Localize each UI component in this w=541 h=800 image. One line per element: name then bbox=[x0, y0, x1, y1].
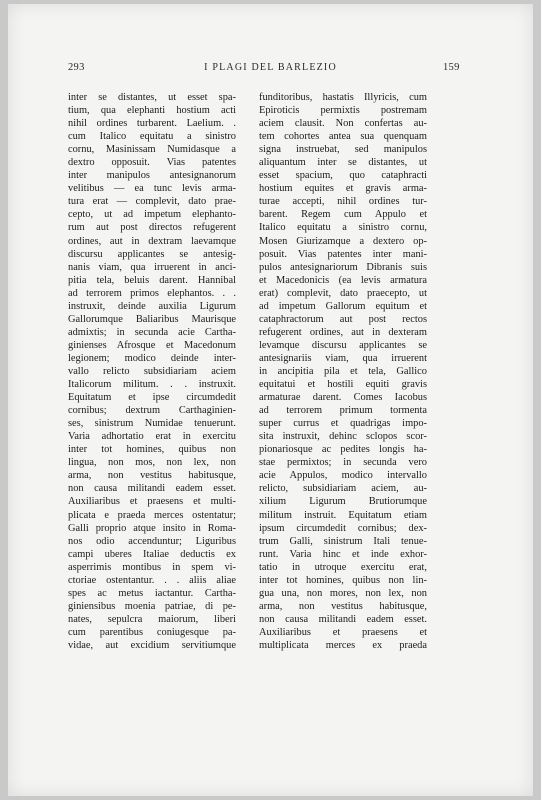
text-line: refugerent ordines, aut in dexteram bbox=[259, 326, 427, 338]
text-line: pulos antesignariorum Dibranis suis bbox=[259, 261, 427, 273]
text-line: ad impetum Gallorum equitum et bbox=[259, 300, 427, 312]
text-line: Mosen Giurizamque a dextero op- bbox=[259, 235, 427, 247]
text-column-left bbox=[68, 91, 236, 652]
text-line: legionem; modico deinde inter- bbox=[68, 352, 236, 364]
text-line: Epiroticis permixtis postremam bbox=[259, 105, 427, 117]
text-line: tatio in utroque exercitu erat, bbox=[259, 561, 427, 573]
text-line: barent. Regem cum Appulo et bbox=[259, 209, 427, 221]
text-line: Gallorumque Baliaribus Maurisque bbox=[68, 313, 236, 325]
text-line: runt. Varia hinc et inde exhor- bbox=[259, 548, 427, 560]
text-line: nos odio accenduntur; Liguribus bbox=[68, 535, 236, 547]
text-line: campi uberes Italiae deductis ex bbox=[68, 548, 236, 560]
text-line: ctoriae ostentantur. . . aliis aliae bbox=[68, 574, 236, 586]
text-line: cornibus; dextrum Carthaginien- bbox=[68, 405, 236, 417]
text-line: super currus et quadrigas impo- bbox=[259, 418, 427, 430]
text-line: inter tot homines, quibus non lin- bbox=[259, 574, 427, 586]
page-header bbox=[0, 62, 541, 78]
text-line: aliquantum inter se distantes, ut bbox=[259, 157, 427, 169]
text-line: hostium equites et gravis arma- bbox=[259, 183, 427, 195]
text-line: arma, non vestitus habitusque, bbox=[68, 470, 236, 482]
text-line: tem cohortes antea sua quenquam bbox=[259, 131, 427, 143]
text-line: Auxiliaribus et praesens et bbox=[259, 626, 427, 638]
text-line: Equitatum et ipse circumdedit bbox=[68, 392, 236, 404]
text-line: xilium Ligurum Brutiorumque bbox=[259, 496, 427, 508]
text-line: cum parentibus coniugesque pa- bbox=[68, 626, 236, 638]
text-line: pionariosque ac pedites longis ha- bbox=[259, 444, 427, 456]
text-line: velitibus — ea tunc levis arma- bbox=[68, 183, 236, 195]
text-line: non causa militandi eadem esset. bbox=[259, 613, 427, 625]
text-line: cataphractorum aut post rectos bbox=[259, 313, 427, 325]
text-column-right bbox=[259, 91, 427, 652]
text-line: Italico equitatu a sinistro cornu, bbox=[259, 222, 427, 234]
text-line: acie Appulos, modico intervallo bbox=[259, 470, 427, 482]
text-line: Auxiliaribus et praesens et multi- bbox=[68, 496, 236, 508]
text-line: stae permixtos; in secunda vero bbox=[259, 457, 427, 469]
text-line: esset spacium, quo cataphracti bbox=[259, 170, 427, 182]
text-line: in ancipitia pila et tela, Gallico bbox=[259, 365, 427, 377]
text-line: discursu applicantes se antesig- bbox=[68, 248, 236, 260]
text-line: levamque discursu applicantes se bbox=[259, 339, 427, 351]
text-line: rum aut post directos refugerent bbox=[68, 222, 236, 234]
text-line: armaturae darent. Comes Iacobus bbox=[259, 392, 427, 404]
text-line: giniensibus moenia patriae, di pe- bbox=[68, 600, 236, 612]
text-line: cornu, Masinissam Numidasque a bbox=[68, 144, 236, 156]
text-line: multiplicata merces ex praeda bbox=[259, 639, 427, 651]
text-line: vallo relicto subsidiariam aciem bbox=[68, 365, 236, 377]
text-line: nihil ordines turbarent. Laelium. . bbox=[68, 118, 236, 130]
text-line: asperrimis montibus in spem vi- bbox=[68, 561, 236, 573]
text-line: nanis viam, qua irruerent in anci- bbox=[68, 261, 236, 273]
text-line: nates, sepulcra maiorum, liberi bbox=[68, 613, 236, 625]
text-line: antesignariis viam, qua irruerent bbox=[259, 352, 427, 364]
text-line: posuit. Vias patentes inter mani- bbox=[259, 248, 427, 260]
text-line: non causa militandi eadem esset. bbox=[68, 483, 236, 495]
text-line: admixtis; in secunda acie Cartha- bbox=[68, 326, 236, 338]
text-line: relicto, subsidiariam aciem, au- bbox=[259, 483, 427, 495]
text-line: tium, qua elephanti hostium acti bbox=[68, 105, 236, 117]
text-line: ses, sinistrum Numidae tenuerunt. bbox=[68, 418, 236, 430]
text-line: aciem clausit. Non confertas au- bbox=[259, 118, 427, 130]
text-line: turae accepti, nihil ordines tur- bbox=[259, 196, 427, 208]
text-line: ordines, aut in dextram laevamque bbox=[68, 235, 236, 247]
text-line: ad terrorem primos elephantos. . . bbox=[68, 287, 236, 299]
text-line: dextro opposuit. Vias patentes bbox=[68, 157, 236, 169]
text-line: plicata e praeda merces ostentatur; bbox=[68, 509, 236, 521]
text-line: arma, non vestitus habitusque, bbox=[259, 600, 427, 612]
page-number-left: 293 bbox=[68, 62, 85, 73]
text-line: spes ac metus iactantur. Cartha- bbox=[68, 587, 236, 599]
text-line: cum Italico equitatu a sinistro bbox=[68, 131, 236, 143]
text-line: instruxit, deinde auxilia Ligurum bbox=[68, 300, 236, 312]
running-title: I PLAGI DEL BARLEZIO bbox=[204, 62, 337, 73]
text-line: tura erat — complevit, dato prae- bbox=[68, 196, 236, 208]
text-line: ipsum circumdedit cornibus; dex- bbox=[259, 522, 427, 534]
text-line: Galli proprio atque insito in Roma- bbox=[68, 522, 236, 534]
text-line: militum instruit. Equitatum etiam bbox=[259, 509, 427, 521]
text-line: signa instruebat, sed manipulos bbox=[259, 144, 427, 156]
text-line: funditoribus, hastatis Illyricis, cum bbox=[259, 92, 427, 103]
text-line: cepto, ut ad impetum elephanto- bbox=[68, 209, 236, 221]
text-line: trum Galli, sinistrum Itali tenue- bbox=[259, 535, 427, 547]
text-line: ad terrorem primum tormenta bbox=[259, 405, 427, 417]
text-line: inter se distantes, ut esset spa- bbox=[68, 92, 236, 103]
text-line: gua una, non mores, non lex, non bbox=[259, 587, 427, 599]
text-line: Varia adhortatio erat in exercitu bbox=[68, 431, 236, 443]
page-number-right: 159 bbox=[443, 62, 460, 73]
text-line: sita instruxit, dehinc sclopos scor- bbox=[259, 431, 427, 443]
text-line: inter tot homines, quibus non bbox=[68, 444, 236, 456]
text-line: equitatui et hostili equiti gravis bbox=[259, 379, 427, 391]
text-line: inter manipulos antesignanorum bbox=[68, 170, 236, 182]
text-line: vidae, aut excidium servitiumque bbox=[68, 639, 236, 651]
text-line: ginienses Afrosque et Macedonum bbox=[68, 339, 236, 351]
text-line: Italicorum militum. . . instruxit. bbox=[68, 379, 236, 391]
text-line: erat) complevit, dato praecepto, ut bbox=[259, 287, 427, 299]
text-line: et Macedonicis (ea levis armatura bbox=[259, 274, 427, 286]
text-line: lingua, non mos, non lex, non bbox=[68, 457, 236, 469]
text-line: pitia tela, beluis darent. Hannibal bbox=[68, 274, 236, 286]
